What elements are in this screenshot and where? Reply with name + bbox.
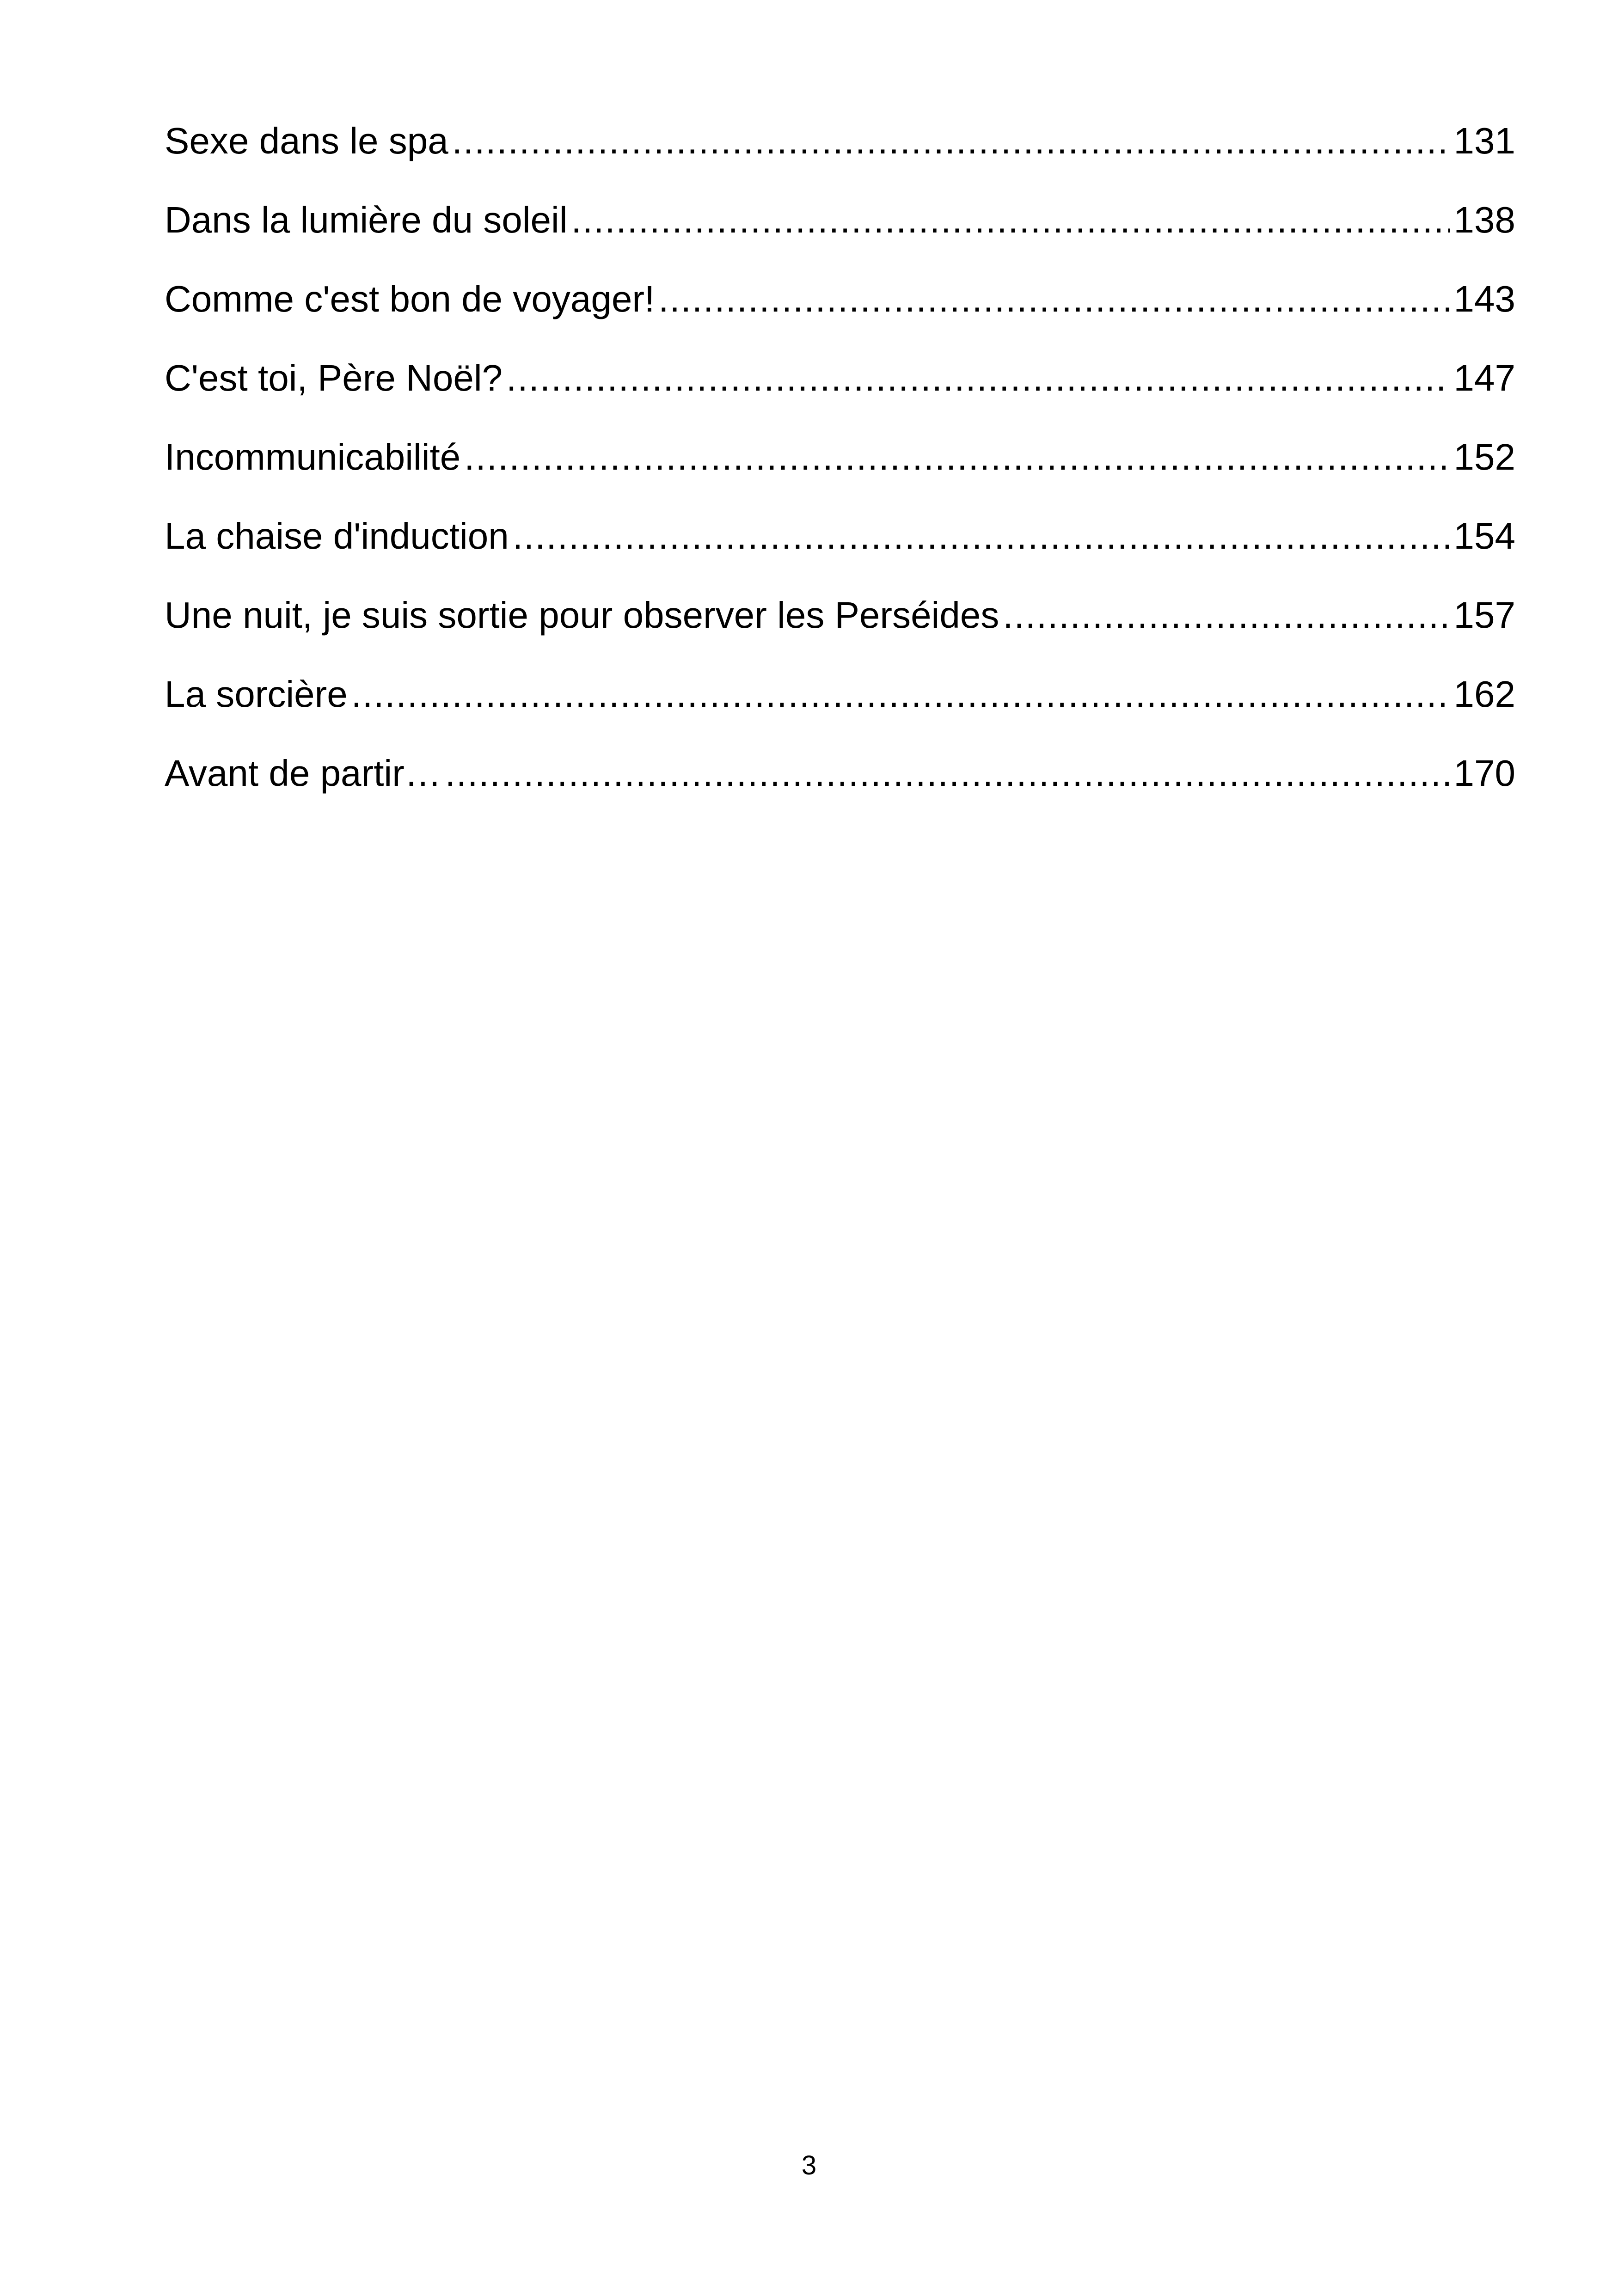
table-of-contents bbox=[165, 111, 1515, 822]
toc-entry[interactable] bbox=[165, 427, 1515, 506]
toc-entry[interactable] bbox=[165, 585, 1515, 664]
toc-dot-leader bbox=[658, 269, 1450, 329]
toc-entry-page: 143 bbox=[1453, 278, 1515, 319]
toc-dot-leader bbox=[351, 664, 1450, 724]
toc-entry[interactable] bbox=[165, 111, 1515, 190]
toc-dot-leader bbox=[1003, 585, 1450, 645]
toc-dot-leader bbox=[445, 743, 1450, 803]
toc-entry-page: 162 bbox=[1453, 673, 1515, 715]
toc-entry-title: C'est toi, Père Noël? bbox=[165, 357, 503, 398]
toc-dot-leader bbox=[464, 427, 1450, 487]
toc-entry[interactable] bbox=[165, 743, 1515, 822]
toc-entry[interactable] bbox=[165, 506, 1515, 585]
toc-entry-title: Incommunicabilité bbox=[165, 436, 461, 478]
toc-dot-leader bbox=[452, 111, 1450, 171]
toc-entry-page: 147 bbox=[1453, 357, 1515, 398]
toc-entry[interactable] bbox=[165, 348, 1515, 427]
toc-entry-page: 157 bbox=[1453, 594, 1515, 636]
toc-entry-page: 152 bbox=[1453, 436, 1515, 478]
toc-dot-leader bbox=[513, 506, 1450, 566]
toc-entry-title: Une nuit, je suis sortie pour observer les Perséides bbox=[165, 594, 999, 636]
toc-entry-page: 138 bbox=[1453, 199, 1515, 240]
toc-entry-page: 170 bbox=[1453, 753, 1515, 794]
toc-entry-title: Sexe dans le spa bbox=[165, 120, 448, 161]
toc-entry-page: 131 bbox=[1453, 120, 1515, 161]
toc-entry-page: 154 bbox=[1453, 515, 1515, 557]
page-number: 3 bbox=[801, 2150, 817, 2180]
toc-entry-title: Avant de partir… bbox=[165, 753, 441, 794]
toc-entry-title: Dans la lumière du soleil bbox=[165, 199, 568, 240]
toc-entry-title: Comme c'est bon de voyager! bbox=[165, 278, 655, 319]
toc-entry[interactable] bbox=[165, 664, 1515, 743]
toc-entry[interactable] bbox=[165, 269, 1515, 348]
toc-dot-leader bbox=[506, 348, 1450, 408]
toc-entry-title: La chaise d'induction bbox=[165, 515, 509, 557]
toc-entry[interactable] bbox=[165, 190, 1515, 269]
toc-dot-leader bbox=[571, 190, 1450, 250]
toc-entry-title: La sorcière bbox=[165, 673, 348, 715]
